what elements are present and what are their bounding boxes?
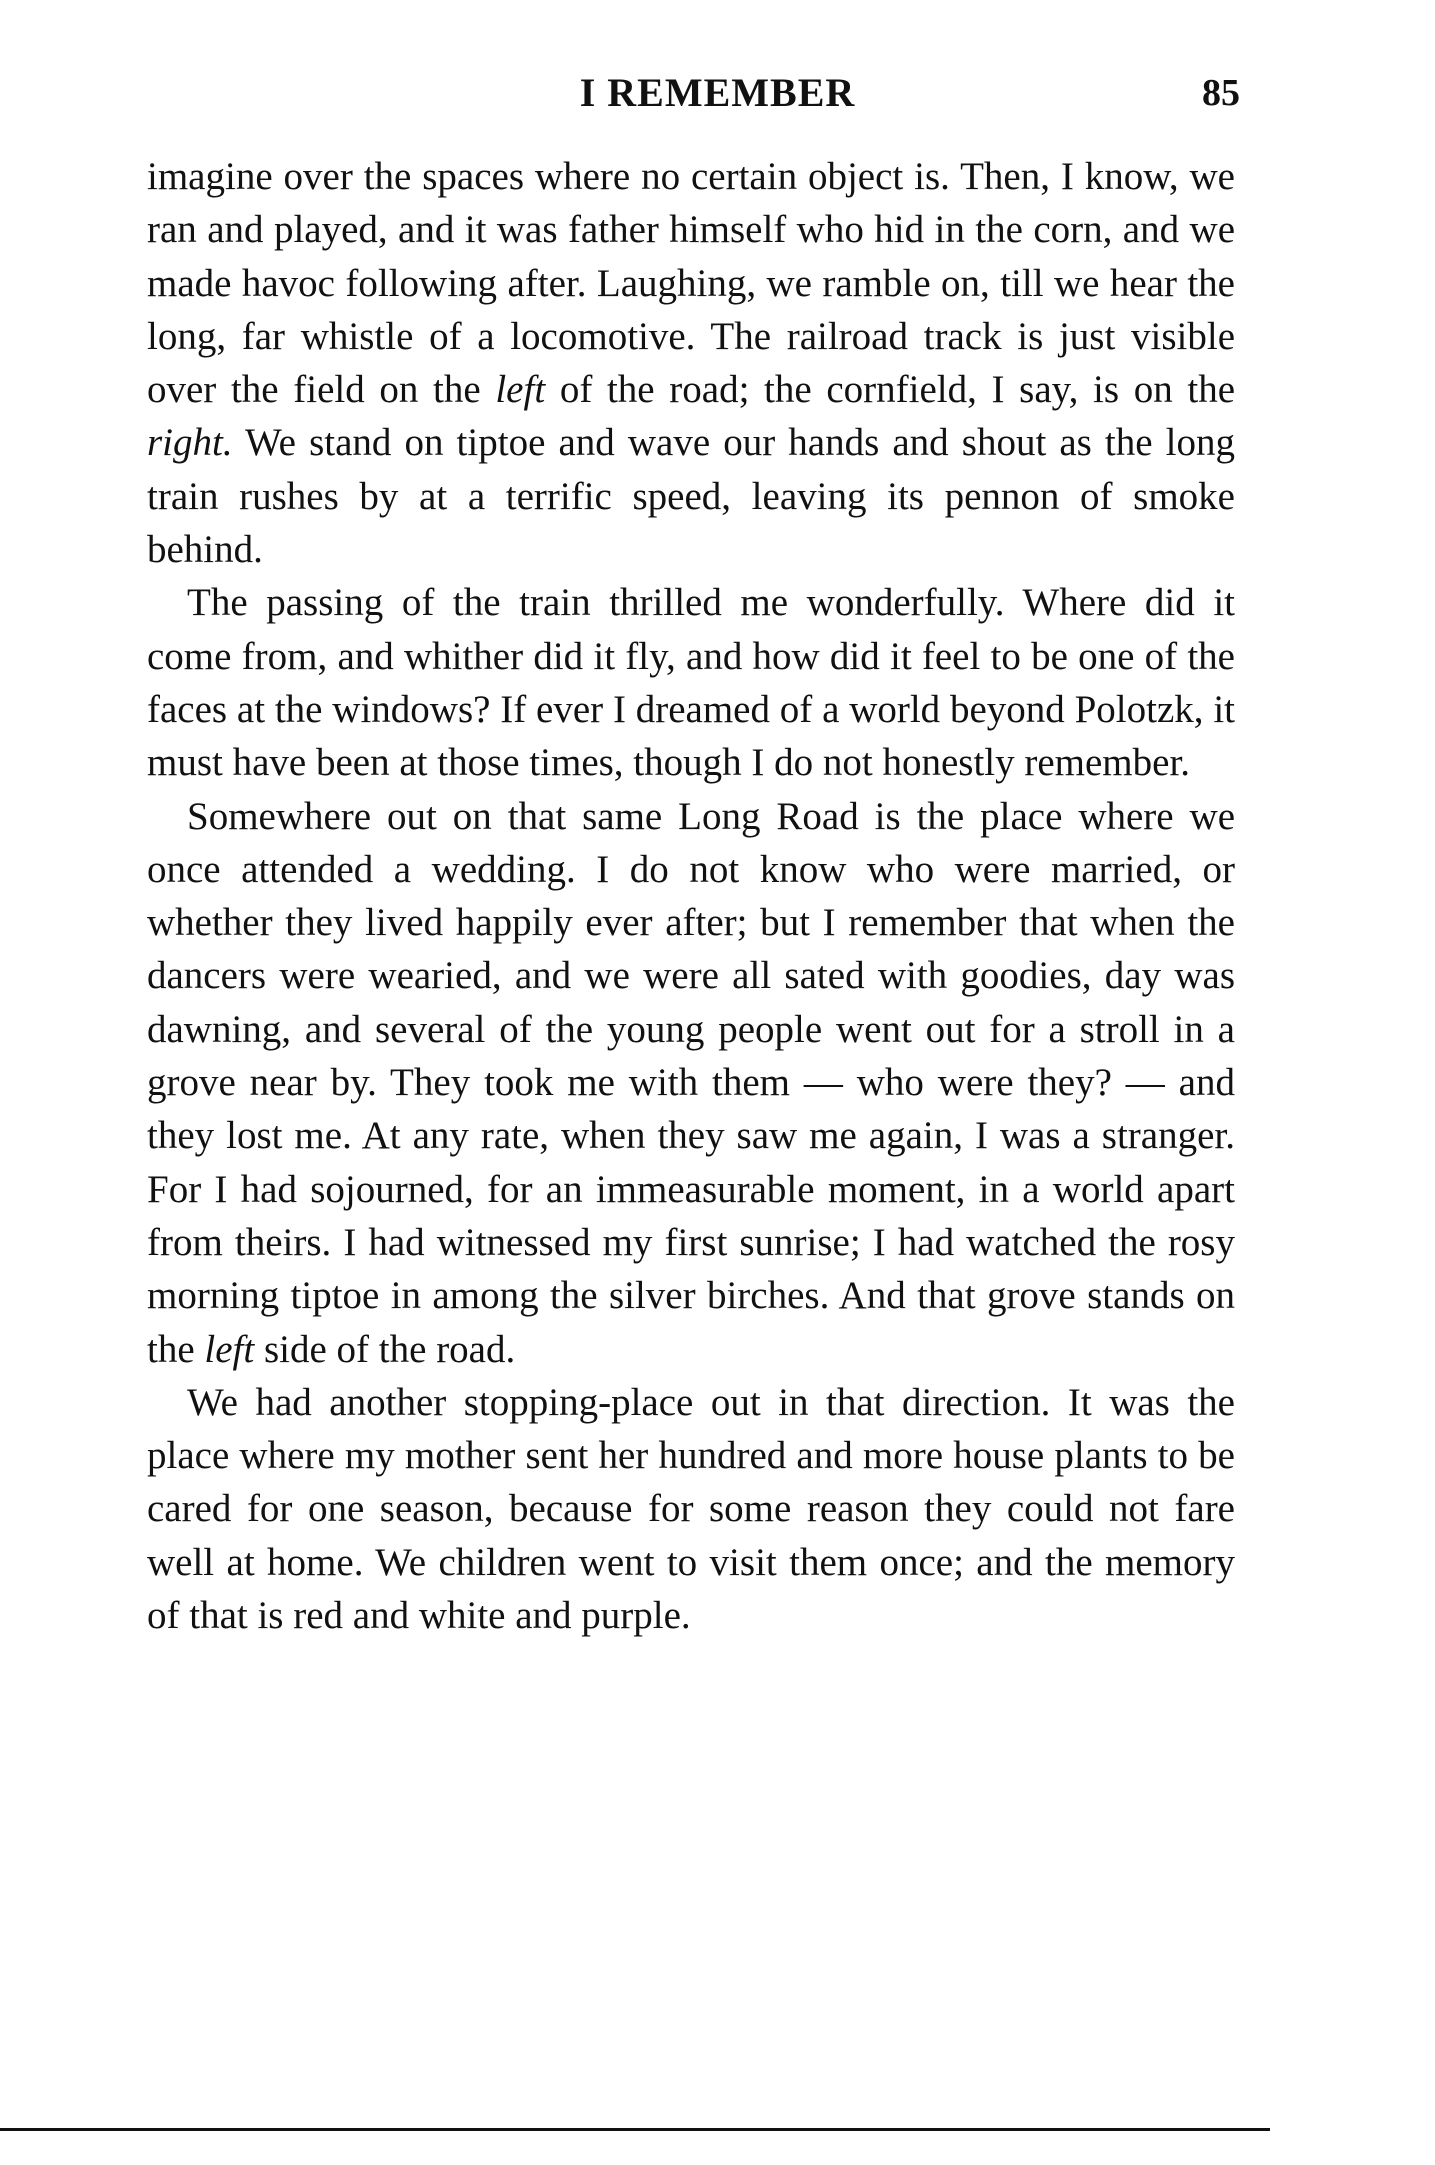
page-bottom-rule bbox=[0, 2128, 1270, 2131]
text-run: of the road; the cornfield, I say, is on the bbox=[545, 368, 1236, 412]
emphasis: right. bbox=[147, 421, 233, 465]
text-run: imagine over the spaces where no certain object is. Then, I know, we ran and played, and it was father himself who hid in the corn, and we made havoc following after. Laughing, we ramble on, till we hear the long, far whistle of a locomotive. The railroad track is just visible over the field on the bbox=[147, 155, 1235, 412]
text-run: We had another stopping-place out in that direction. It was the place where my mother sent her hundred and more house plants to be cared for one season, because for some reason they could not fare well at home. We children went to visit them once; and the memory of that is red and white and purple. bbox=[147, 1380, 1235, 1638]
page-number: 85 bbox=[1202, 72, 1240, 114]
emphasis: left bbox=[204, 1327, 255, 1371]
paragraph bbox=[147, 576, 1235, 789]
text-run: Somewhere out on that same Long Road is the place where we once attended a wedding. I do not know who were married, or whether they lived happily ever after; but I remember that when the dancers were wearied, and we were all sated with goodies, day was dawning, and several of the young people went out for a stroll in a grove near by. They took me with them — who were they? — and they lost me. At any rate, when they saw me again, I was a stranger. For I had sojourned, for an immeasurable moment, in a world apart from theirs. I had witnessed my first sunrise; I had watched the rosy morning tiptoe in among the silver birches. And that grove stands on the bbox=[147, 794, 1235, 1371]
running-header bbox=[0, 68, 1435, 118]
paragraph bbox=[147, 150, 1235, 576]
text-run: The passing of the train thrilled me wonderfully. Where did it come from, and whither did it fly, and how did it feel to be one of the faces at the windows? If ever I dreamed of a world beyond Polotzk, it must have been at those times, though I do not honestly remember. bbox=[147, 581, 1235, 785]
paragraph bbox=[147, 1376, 1235, 1642]
paragraph bbox=[147, 790, 1235, 1376]
text-run: side of the road. bbox=[254, 1327, 516, 1371]
body-text bbox=[147, 150, 1235, 1642]
running-title: I REMEMBER bbox=[579, 70, 856, 115]
text-run: We stand on tiptoe and wave our hands and shout as the long train rushes by at a terrific speed, leaving its pennon of smoke behind. bbox=[147, 421, 1235, 572]
emphasis: left bbox=[495, 368, 546, 412]
